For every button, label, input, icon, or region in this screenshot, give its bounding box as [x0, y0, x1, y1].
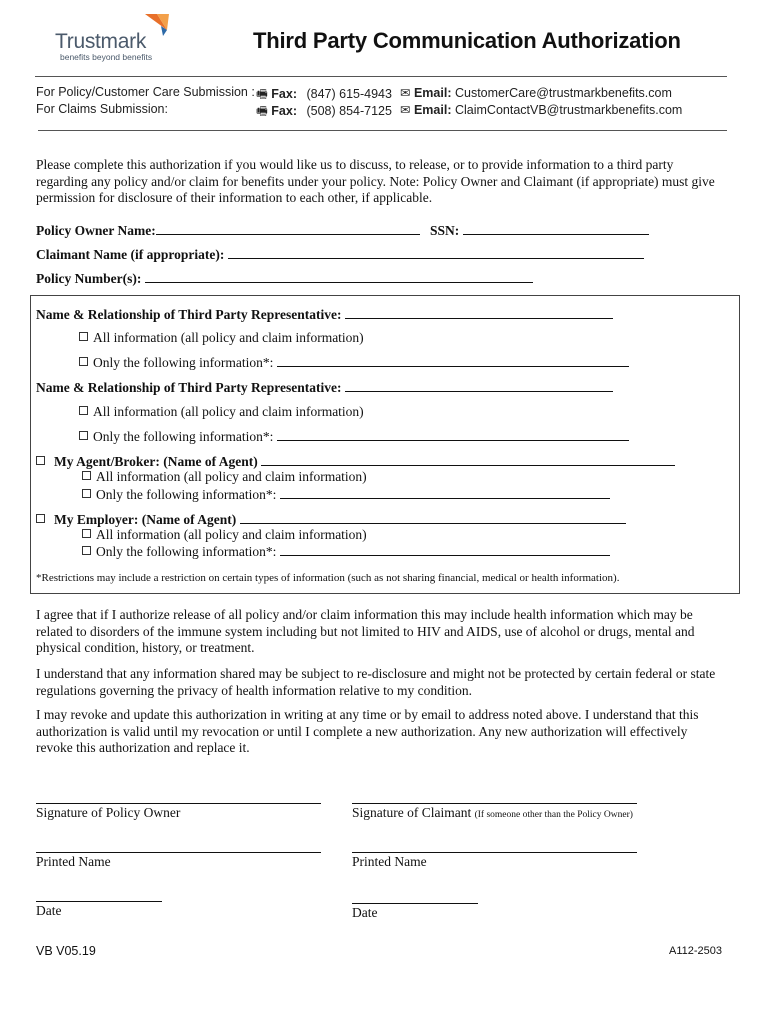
claimant-date-line[interactable]	[352, 903, 478, 904]
checkbox[interactable]	[36, 456, 45, 465]
checkbox[interactable]	[79, 431, 88, 440]
fax-icon: 🖷	[256, 87, 268, 101]
checkbox[interactable]	[82, 489, 91, 498]
contact-divider	[38, 130, 727, 131]
fax-number: (847) 615-4943	[306, 87, 392, 101]
logo-wordmark: Trustmark	[55, 30, 147, 53]
email-icon: ✉	[400, 103, 411, 117]
claimant-date-label: Date	[352, 905, 378, 920]
fax-icon: 🖷	[256, 104, 268, 118]
checkbox[interactable]	[79, 357, 88, 366]
rep-label: Name & Relationship of Third Party Representative:	[36, 380, 342, 395]
email-label: Email:	[413, 86, 452, 100]
claimant-printed-name-line[interactable]	[352, 852, 637, 853]
owner-signature-label: Signature of Policy Owner	[36, 805, 181, 820]
email-address[interactable]: CustomerCare@trustmarkbenefits.com	[454, 86, 672, 100]
owner-name-label: Policy Owner Name:	[36, 223, 156, 238]
owner-date-label: Date	[36, 903, 62, 918]
footer-version: VB V05.19	[36, 944, 96, 958]
claimant-signature-text: Signature of Claimant	[352, 805, 472, 820]
agent-only-option[interactable]	[82, 486, 610, 503]
email-address[interactable]: ClaimContactVB@trustmarkbenefits.com	[454, 103, 683, 117]
logo-mark-icon	[143, 14, 169, 38]
employer-all-option[interactable]	[82, 527, 367, 543]
claimant-signature-line[interactable]	[352, 803, 637, 804]
claimant-name-field[interactable]	[36, 246, 644, 263]
checkbox[interactable]	[79, 332, 88, 341]
agent-field[interactable]	[36, 453, 675, 470]
checkbox[interactable]	[82, 471, 91, 480]
owner-printed-name-label: Printed Name	[36, 854, 111, 869]
option-label: Only the following information*:	[96, 487, 277, 502]
employer-only-option[interactable]	[82, 543, 610, 560]
claimant-printed-name-label: Printed Name	[352, 854, 427, 869]
ssn-label: SSN:	[430, 223, 460, 238]
option-label: Only the following information*:	[93, 355, 274, 370]
checkbox[interactable]	[82, 529, 91, 538]
contact-label: For Policy/Customer Care Submission :	[36, 85, 255, 99]
employer-field[interactable]	[36, 511, 626, 528]
employer-label: My Employer: (Name of Agent)	[54, 512, 237, 527]
rep-label: Name & Relationship of Third Party Representative:	[36, 307, 342, 322]
contact-label: For Claims Submission:	[36, 102, 168, 116]
intro-paragraph: Please complete this authorization if you would like us to discuss, to release, or to provide information to a third party regarding any policy and/or claim for benefits under your policy. Note: Policy Owner and Claimant (if appropriate) must give permission for disclosure of their information to each other, if applicable.	[36, 157, 715, 205]
email-label: Email:	[413, 103, 452, 117]
option-label: All information (all policy and claim information)	[93, 404, 364, 419]
agent-label: My Agent/Broker: (Name of Agent)	[54, 454, 258, 469]
agreement-revoke: I may revoke and update this authorization in writing at any time or by email to address noted above. I understand that this authorization is valid until my revocation or until I complete a new authorization. Any new authorization will effectively revoke this authorization and replace it.	[36, 707, 699, 755]
contact-row-claims	[36, 102, 168, 116]
trustmark-logo	[55, 14, 175, 62]
contact-fax-claims	[256, 102, 392, 123]
owner-signature-line[interactable]	[36, 803, 321, 804]
checkbox[interactable]	[36, 514, 45, 523]
page-title: Third Party Communication Authorization	[253, 28, 681, 53]
checkbox[interactable]	[79, 406, 88, 415]
agent-all-option[interactable]	[82, 469, 367, 485]
rep-1-only-option[interactable]	[79, 354, 629, 371]
option-label: All information (all policy and claim information)	[96, 469, 367, 484]
claimant-signature-note: (If someone other than the Policy Owner)	[474, 810, 633, 820]
contact-email-claims	[400, 102, 682, 117]
header-divider	[35, 76, 727, 77]
policy-numbers-field[interactable]	[36, 270, 533, 287]
ssn-field[interactable]	[430, 222, 649, 239]
claimant-signature-label	[352, 805, 633, 821]
option-label: Only the following information*:	[96, 544, 277, 559]
owner-name-field[interactable]	[36, 222, 420, 239]
option-label: All information (all policy and claim information)	[96, 527, 367, 542]
owner-printed-name-line[interactable]	[36, 852, 321, 853]
agreement-hiv: I agree that if I authorize release of all policy and/or claim information this may include health information which may be related to disorders of the immune system including but not limited to HIV and AIDS, use of alcohol or drugs, mental and physical condition, history, or treatment.	[36, 607, 695, 655]
rep-2-field[interactable]	[36, 379, 613, 396]
option-label: Only the following information*:	[93, 429, 274, 444]
rep-2-only-option[interactable]	[79, 428, 629, 445]
policy-numbers-label: Policy Number(s):	[36, 271, 142, 286]
option-label: All information (all policy and claim information)	[93, 330, 364, 345]
email-icon: ✉	[400, 86, 411, 100]
contact-email-policy	[400, 85, 672, 100]
agreement-redisclosure: I understand that any information shared may be subject to re-disclosure and might not be protected by certain federal or state regulations governing the privacy of health information relative to my condition.	[36, 666, 716, 698]
logo-tagline: benefits beyond benefits	[60, 52, 153, 62]
claimant-name-label: Claimant Name (if appropriate):	[36, 247, 225, 262]
rep-2-all-option[interactable]	[79, 404, 364, 420]
fax-label: Fax:	[271, 87, 297, 101]
owner-date-line[interactable]	[36, 901, 162, 902]
contact-row-policy	[36, 85, 255, 99]
checkbox[interactable]	[82, 546, 91, 555]
restrictions-note: *Restrictions may include a restriction on certain types of information (such as not sharing financial, medical or health information).	[36, 572, 620, 584]
rep-1-all-option[interactable]	[79, 330, 364, 346]
footer-form-number: A112-2503	[669, 945, 723, 957]
fax-label: Fax:	[271, 104, 297, 118]
rep-1-field[interactable]	[36, 306, 613, 323]
fax-number: (508) 854-7125	[306, 104, 392, 118]
